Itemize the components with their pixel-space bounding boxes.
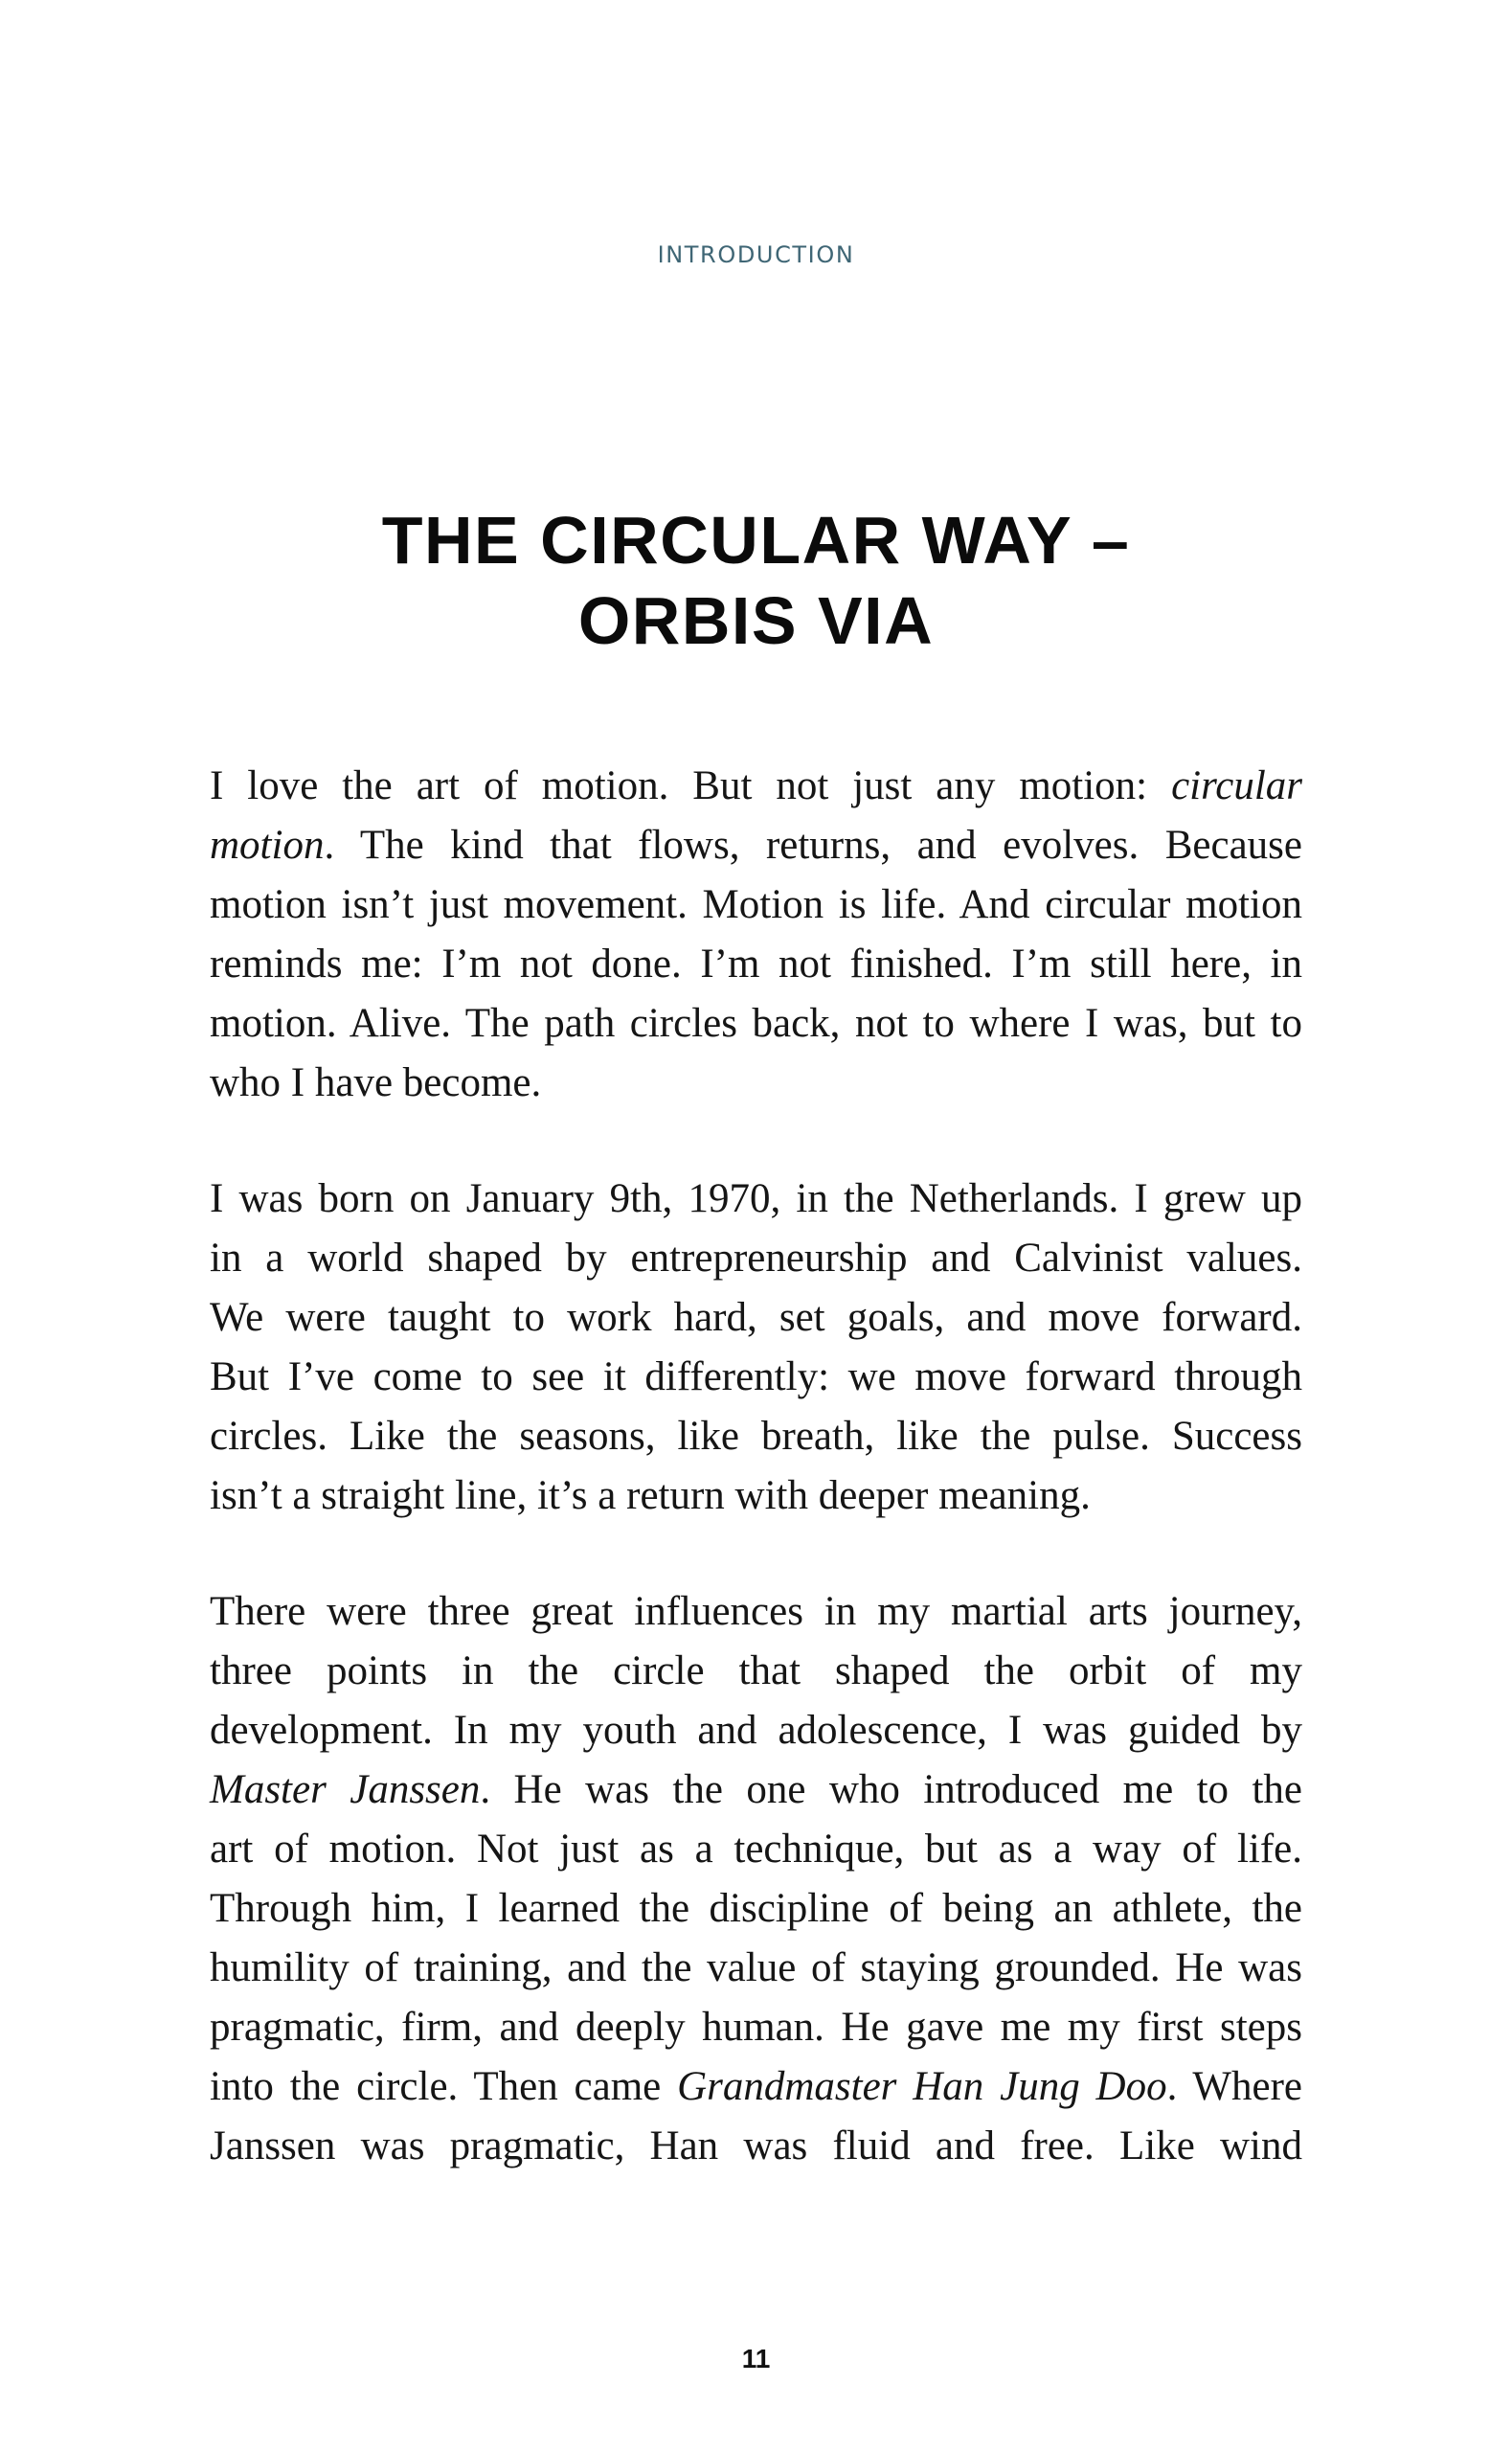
- text-line: [210, 1939, 1302, 1998]
- text-line: [210, 1348, 1302, 1407]
- text-line: [210, 2057, 1302, 2117]
- page-number: 11: [741, 2344, 771, 2373]
- paragraph: [210, 1169, 1302, 1526]
- text-run: . The kind that flows, returns, and evolves. Because: [324, 823, 1302, 868]
- text-run: in a world shaped by entrepreneurship and Calvinist values.: [210, 1236, 1302, 1281]
- text-line: [210, 816, 1302, 875]
- text-run: into the circle. Then came: [210, 2064, 678, 2109]
- text-run: I love the art of motion. But not just any motion:: [210, 763, 1172, 808]
- text-run: We were taught to work hard, set goals, and move forward.: [210, 1295, 1302, 1340]
- body-text: [210, 757, 1302, 2233]
- text-line: [210, 1054, 1302, 1113]
- paragraph: [210, 757, 1302, 1113]
- text-run: reminds me: I’m not done. I’m not finished. I’m still here, in: [210, 942, 1302, 987]
- text-line: [210, 1407, 1302, 1466]
- paragraph: [210, 1582, 1302, 2176]
- text-line: [210, 1229, 1302, 1288]
- text-run: isn’t a straight line, it’s a return with deeper meaning.: [210, 1473, 1091, 1518]
- text-line: [210, 875, 1302, 935]
- chapter-title-line-1: THE CIRCULAR WAY –: [381, 503, 1131, 578]
- text-run: humility of training, and the value of staying grounded. He was: [210, 1945, 1302, 1990]
- text-run: motion. Alive. The path circles back, not to where I was, but to: [210, 1001, 1302, 1046]
- italic-text: circular: [1171, 763, 1302, 808]
- text-run: pragmatic, firm, and deeply human. He gave me my first steps: [210, 2005, 1302, 2050]
- text-line: [210, 1701, 1302, 1760]
- text-line: [210, 994, 1302, 1054]
- text-run: motion isn’t just movement. Motion is life. And circular motion: [210, 882, 1302, 927]
- text-run: Through him, I learned the discipline of being an athlete, the: [210, 1886, 1302, 1931]
- text-run: art of motion. Not just as a technique, but as a way of life.: [210, 1827, 1302, 1872]
- text-run: development. In my youth and adolescence, I was guided by: [210, 1708, 1302, 1753]
- text-run: . Where: [1166, 2064, 1302, 2109]
- text-line: [210, 1582, 1302, 1642]
- text-line: [210, 1879, 1302, 1939]
- text-run: There were three great influences in my martial arts journey,: [210, 1589, 1302, 1634]
- italic-text: Grandmaster Han Jung Doo: [677, 2064, 1167, 2109]
- text-line: [210, 1820, 1302, 1879]
- italic-text: motion: [210, 823, 325, 868]
- text-line: [210, 1642, 1302, 1701]
- text-run: But I’ve come to see it differently: we move forward through: [210, 1354, 1302, 1399]
- text-line: [210, 935, 1302, 994]
- chapter-title-line-2: ORBIS VIA: [577, 583, 935, 658]
- text-line: [210, 2117, 1302, 2176]
- text-run: three points in the circle that shaped the orbit of my: [210, 1648, 1302, 1693]
- text-line: [210, 1169, 1302, 1229]
- text-line: [210, 757, 1302, 816]
- chapter-title: [0, 500, 1512, 661]
- text-run: circles. Like the seasons, like breath, like the pulse. Success: [210, 1414, 1302, 1459]
- italic-text: Master Janssen: [210, 1767, 481, 1812]
- text-line: [210, 1466, 1302, 1526]
- text-run: who I have become.: [210, 1060, 542, 1105]
- text-run: I was born on January 9th, 1970, in the Netherlands. I grew up: [210, 1176, 1302, 1221]
- text-run: Janssen was pragmatic, Han was fluid and free. Like wind: [210, 2123, 1302, 2168]
- text-run: . He was the one who introduced me to the: [480, 1767, 1303, 1812]
- text-line: [210, 1760, 1302, 1820]
- text-line: [210, 1998, 1302, 2057]
- chapter-label: INTRODUCTION: [657, 241, 855, 268]
- text-line: [210, 1288, 1302, 1348]
